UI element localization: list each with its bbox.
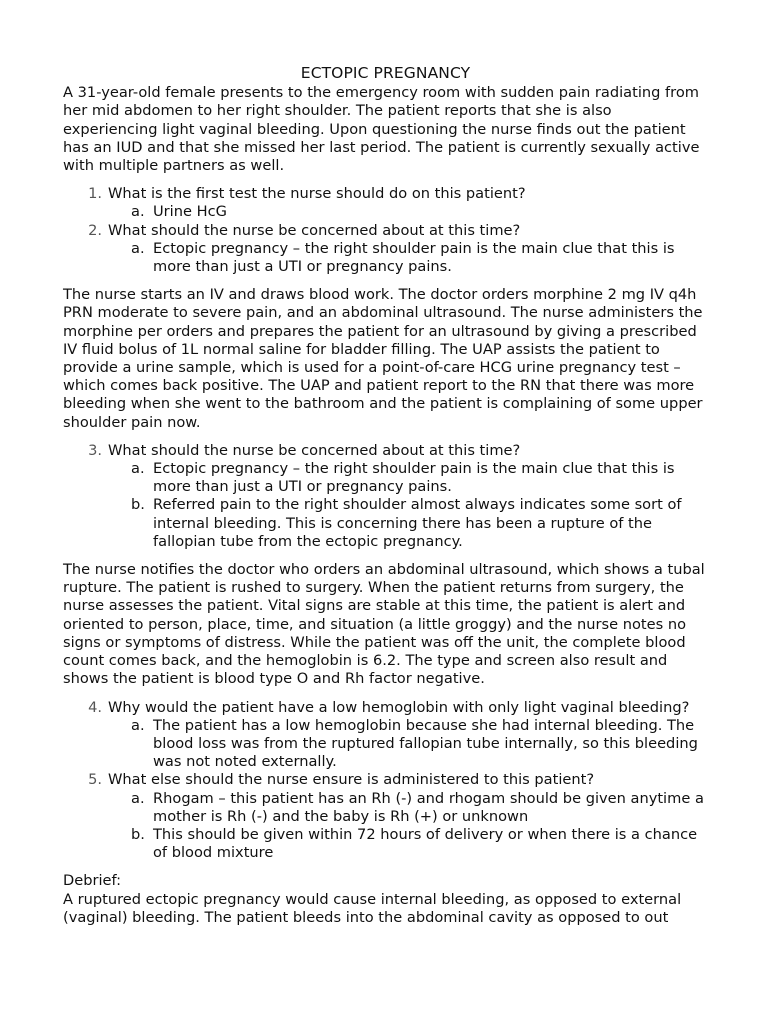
answer-letter: a. (131, 716, 145, 734)
question-number: 3. (88, 441, 102, 459)
document-title: ECTOPIC PREGNANCY (300, 64, 471, 82)
question-number: 4. (88, 698, 102, 716)
answer-text: This should be given within 72 hours of delivery or when there is a chance of blood mixture (153, 825, 698, 862)
answer-list (108, 240, 708, 276)
answer-text: Rhogam – this patient has an Rh (-) and rhogam should be given anytime a mother is Rh (-) and the baby is Rh (+) or unknown (153, 789, 704, 825)
answer-list (108, 460, 708, 551)
question-2 (63, 222, 708, 277)
question-number: 1. (88, 185, 102, 203)
question-text: What should the nurse be concerned about at this time? (108, 441, 521, 459)
question-4 (63, 699, 708, 772)
answer-list (108, 203, 708, 221)
question-5 (63, 771, 708, 862)
question-text: Why would the patient have a low hemoglobin with only light vaginal bleeding? (108, 698, 690, 716)
question-1 (63, 185, 708, 221)
answer-item (108, 790, 708, 826)
answer-text: Ectopic pregnancy – the right shoulder pain is the main clue that this is more than just a UTI or pregnancy pains. (153, 460, 675, 496)
answer-text: Urine HcG (153, 203, 227, 221)
question-3 (63, 442, 708, 551)
question-number: 2. (88, 221, 102, 239)
case-paragraph-3: The nurse notifies the doctor who orders an abdominal ultrasound, which shows a tubal rupture. The patient is rushed to surgery. When the patient returns from surgery, the nurse assesses the patient. Vital signs are stable at this time, the patient is alert and oriented to person, place, time, and situation (a little groggy) and the nurse notes no signs or symptoms of distress. While the patient was off the unit, the complete blood count comes back, and the hemoglobin is 6.2. The type and screen also result and shows the patient is blood type O and Rh factor negative. (63, 561, 705, 688)
question-text: What should the nurse be concerned about at this time? (108, 221, 521, 239)
answer-item (108, 240, 708, 276)
answer-text: Ectopic pregnancy – the right shoulder pain is the main clue that this is more than just a UTI or pregnancy pains. (153, 239, 675, 276)
answer-list (108, 717, 708, 772)
answer-letter: b. (131, 825, 145, 843)
debrief-paragraph: A ruptured ectopic pregnancy would cause internal bleeding, as opposed to external (vaginal) bleeding. The patient bleeds into the abdominal cavity as opposed to out (63, 890, 682, 926)
answer-item (108, 460, 708, 496)
answer-text: The patient has a low hemoglobin because she had internal bleeding. The blood loss was from the ruptured fallopian tube internally, so this bleeding was not noted externally. (153, 716, 698, 771)
answer-item (108, 203, 708, 221)
answer-item (108, 826, 708, 862)
question-text: What else should the nurse ensure is administered to this patient? (108, 771, 595, 789)
case-intro-paragraph: A 31-year-old female presents to the emergency room with sudden pain radiating from her mid abdomen to her right shoulder. The patient reports that she is also experiencing light vaginal bleeding. Upon questioning the nurse finds out the patient has an IUD and that she missed her last period. The patient is currently sexually active with multiple partners as well. (63, 84, 700, 175)
answer-letter: b. (131, 496, 145, 514)
answer-letter: a. (131, 239, 145, 257)
question-list-1 (63, 185, 708, 276)
question-list-3 (63, 699, 708, 863)
answer-text: Referred pain to the right shoulder almost always indicates some sort of internal bleeding. This is concerning there has been a rupture of the fallopian tube from the ectopic pregnancy. (153, 496, 682, 550)
answer-letter: a. (131, 203, 145, 221)
question-list-2 (63, 442, 708, 551)
question-text: What is the first test the nurse should do on this patient? (108, 185, 526, 203)
debrief-heading: Debrief: (63, 872, 122, 890)
answer-letter: a. (131, 789, 145, 807)
answer-list (108, 790, 708, 863)
answer-item (108, 496, 708, 551)
case-paragraph-2: The nurse starts an IV and draws blood work. The doctor orders morphine 2 mg IV q4h PRN moderate to severe pain, and an abdominal ultrasound. The nurse administers the morphine per orders and prepares the patient for an ultrasound by giving a prescribed IV fluid bolus of 1L normal saline for bladder filling. The UAP assists the patient to provide a urine sample, which is used for a point-of-care HCG urine pregnancy test – which comes back positive. The UAP and patient report to the RN that there was more bleeding when she went to the bathroom and the patient is complaining of some upper shoulder pain now. (63, 286, 703, 431)
question-number: 5. (88, 771, 102, 789)
answer-item (108, 717, 708, 772)
answer-letter: a. (131, 460, 145, 478)
